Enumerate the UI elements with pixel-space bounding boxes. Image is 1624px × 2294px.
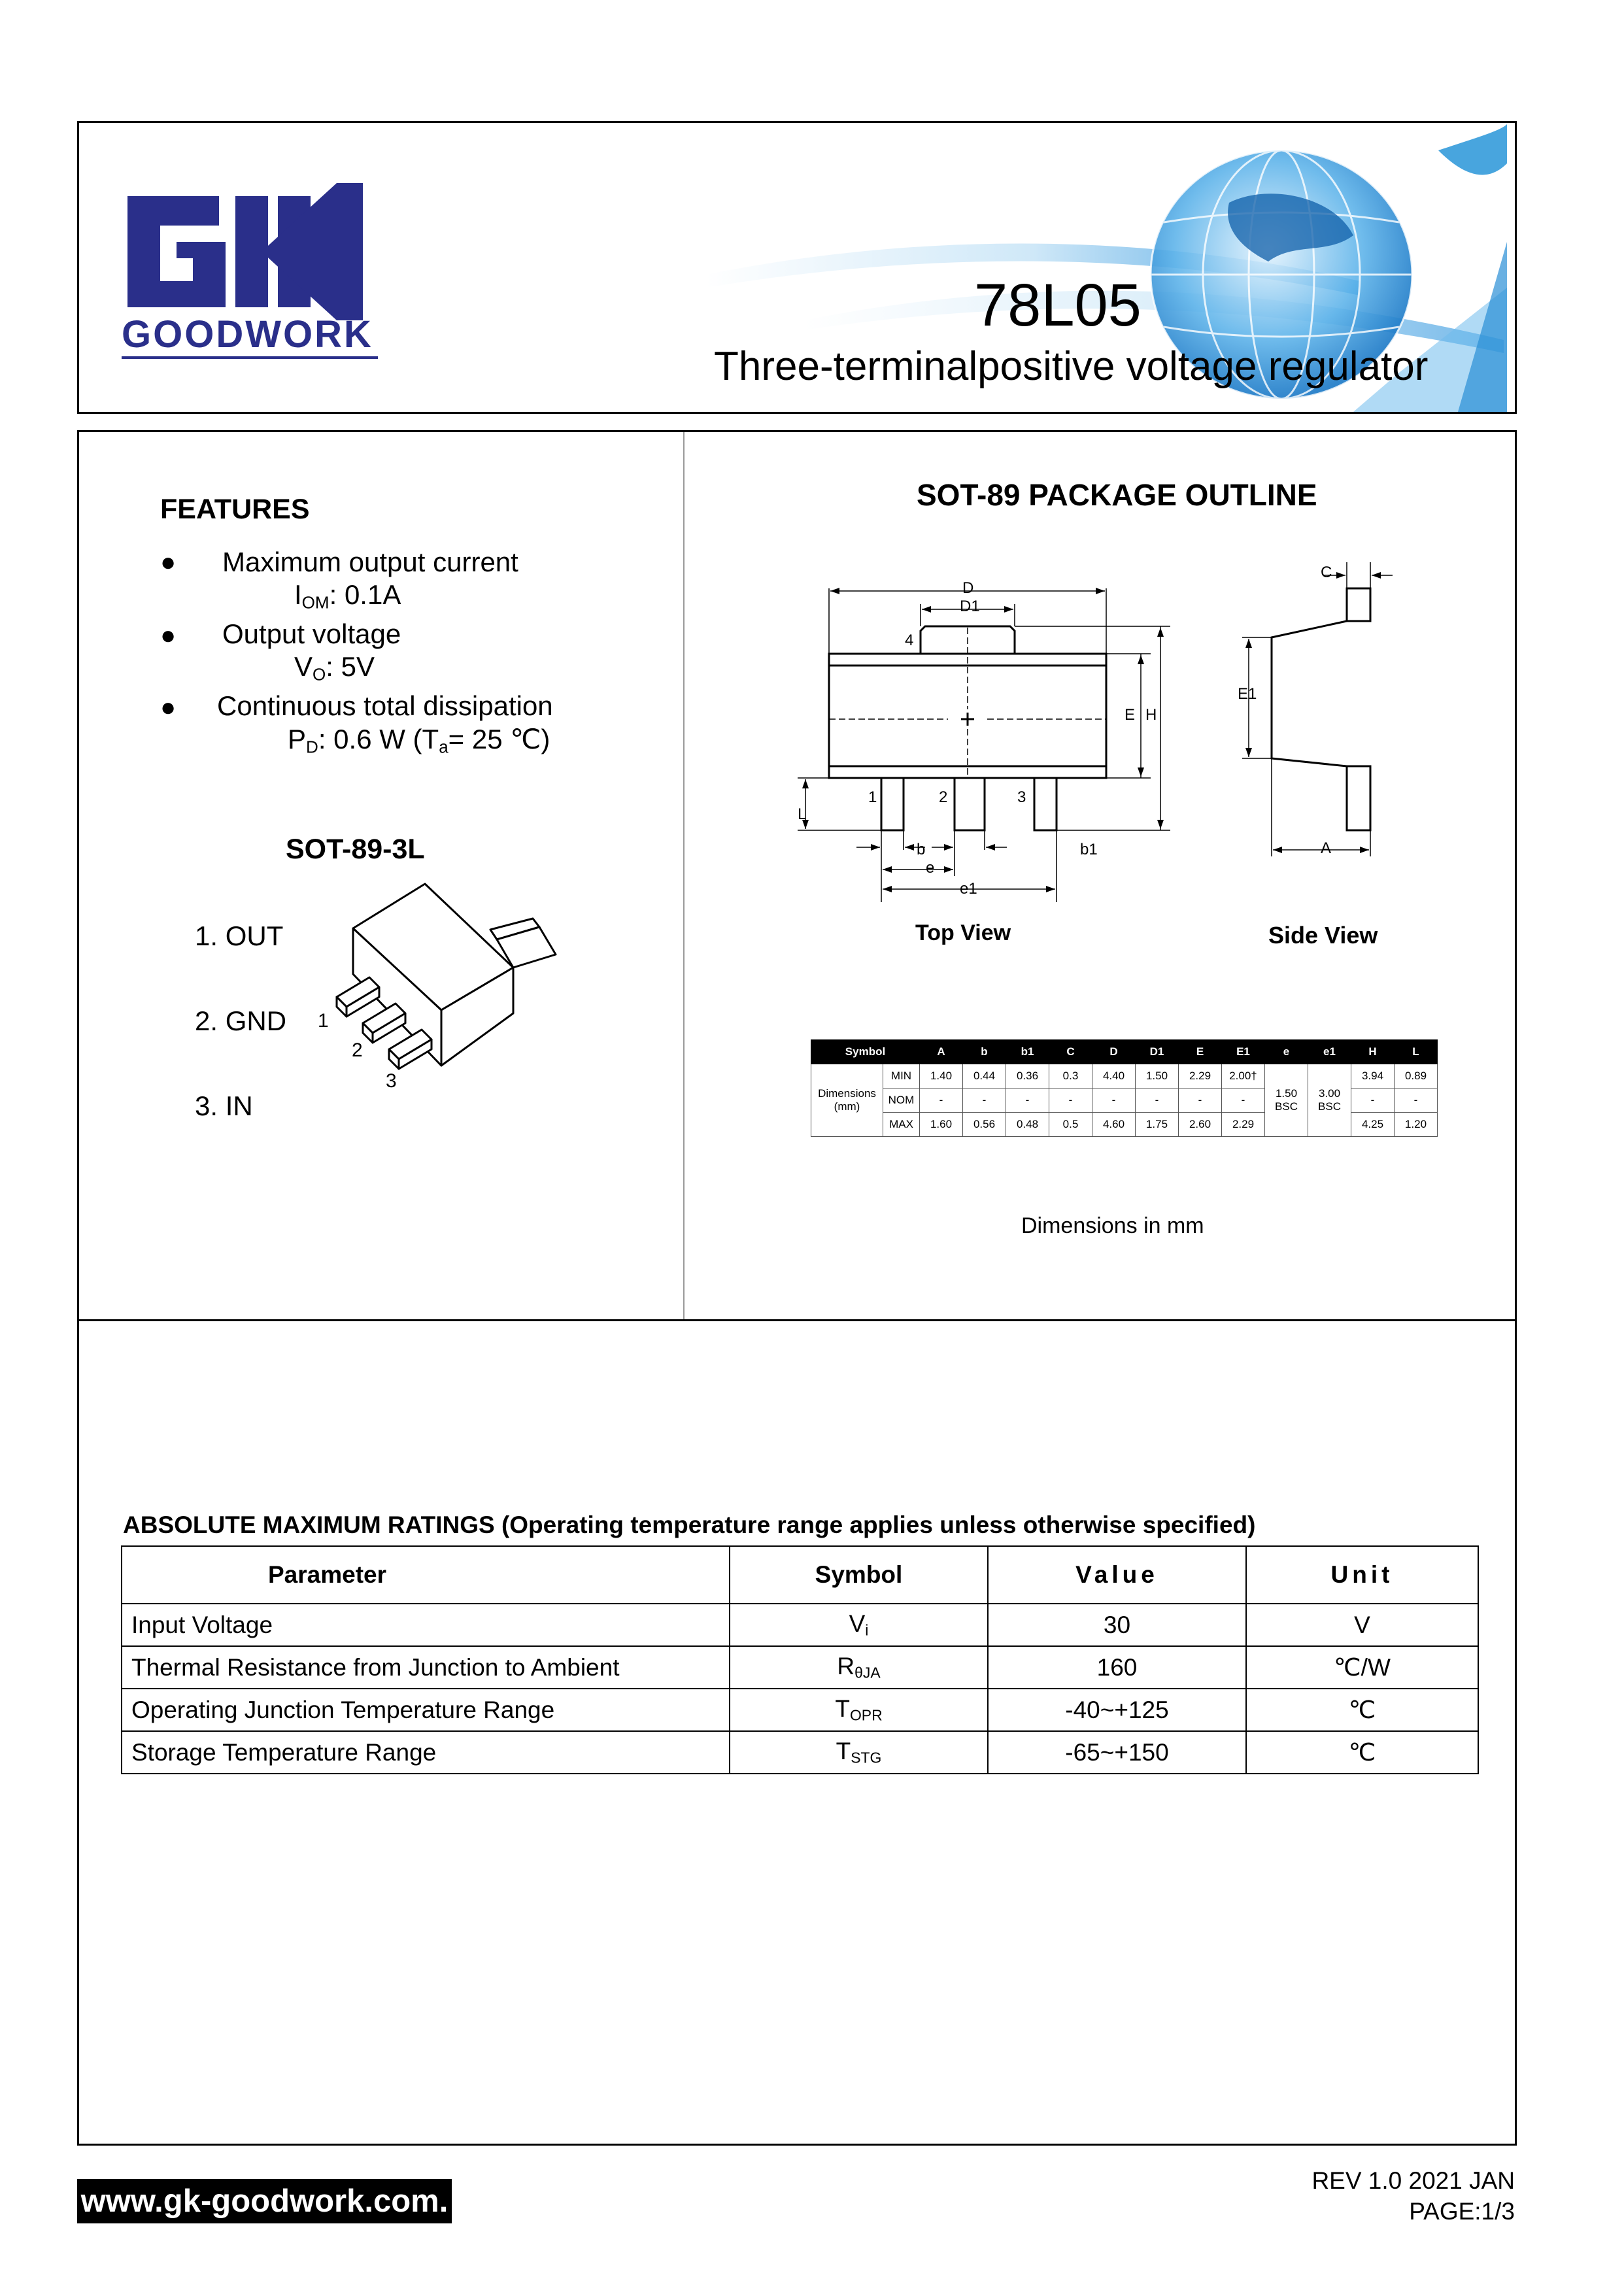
pin-number-3: 3: [386, 1070, 397, 1092]
table-row: [122, 1604, 1478, 1646]
feature-label: Output voltage: [222, 618, 401, 649]
dim-label-e1-side: E1: [1238, 685, 1257, 703]
dim-cell: 2.60: [1179, 1113, 1222, 1137]
top-view-label: Top View: [915, 920, 1011, 945]
dim-cell: -: [1395, 1088, 1438, 1113]
rating-unit: V: [1246, 1604, 1478, 1646]
dim-label-e: E: [1125, 706, 1136, 724]
dim-cell: 1.50: [1136, 1064, 1179, 1088]
dim-header: L: [1395, 1040, 1438, 1064]
table-row: [122, 1731, 1478, 1774]
rating-parameter: Thermal Resistance from Junction to Ambient: [122, 1646, 730, 1689]
rating-parameter: Input Voltage: [122, 1604, 730, 1646]
dim-cell: -: [920, 1088, 963, 1113]
dim-header: A: [920, 1040, 963, 1064]
ratings-header-unit: Unit: [1246, 1546, 1478, 1604]
rating-unit: ℃: [1246, 1689, 1478, 1731]
dim-cell: 3.94: [1351, 1064, 1395, 1088]
dim-cell: 2.00†: [1222, 1064, 1265, 1088]
dim-cell: 0.56: [963, 1113, 1006, 1137]
dim-cell: 4.60: [1092, 1113, 1136, 1137]
rating-value: -40~+125: [988, 1689, 1246, 1731]
dim-label-h: H: [1145, 706, 1157, 724]
dim-label-d1: D1: [960, 598, 980, 615]
logo-wordmark: GOODWORK: [122, 313, 373, 356]
rating-symbol: $T_{STG}$: [730, 1731, 988, 1774]
dim-header: b: [963, 1040, 1006, 1064]
dim-row-label: MIN: [883, 1064, 920, 1088]
dim-cell: 1.75: [1136, 1113, 1179, 1137]
feature-value: $P_D$: 0.6 W ($T_a= 25$ ℃): [288, 724, 550, 757]
dim-label-l: L: [798, 805, 807, 823]
dim-label-tab: 4: [905, 632, 914, 649]
package-outline-title: SOT-89 PACKAGE OUTLINE: [917, 478, 1317, 512]
table-row: [811, 1064, 1438, 1088]
part-subtitle: Three-terminalpositive voltage regulator: [714, 344, 1429, 389]
side-view-label: Side View: [1268, 922, 1378, 949]
vertical-divider: [683, 432, 685, 1321]
dim-label-e-pitch: e: [926, 859, 935, 877]
dim-cell: 2.29: [1179, 1064, 1222, 1088]
rating-value: -65~+150: [988, 1731, 1246, 1774]
rating-parameter: Operating Junction Temperature Range: [122, 1689, 730, 1731]
dim-cell: -: [1136, 1088, 1179, 1113]
page-number: PAGE:1/3: [1409, 2198, 1515, 2225]
dim-cell: 2.29: [1222, 1113, 1265, 1137]
dim-row-label: NOM: [883, 1088, 920, 1113]
bullet-icon: ●: [160, 621, 177, 650]
dim-cell: -: [1006, 1088, 1049, 1113]
dim-header: b1: [1006, 1040, 1049, 1064]
sot89-package-drawing: [307, 876, 569, 1098]
dim-label-pin2: 2: [939, 788, 948, 806]
part-number-title: 78L05: [974, 272, 1142, 339]
pin-label-out: 1. OUT: [195, 920, 284, 951]
dim-cell: -: [1351, 1088, 1395, 1113]
dim-label-c: C: [1321, 564, 1332, 581]
dim-cell: 0.44: [963, 1064, 1006, 1088]
dim-cell: -: [1049, 1088, 1092, 1113]
rating-symbol: $T_{OPR}$: [730, 1689, 988, 1731]
ratings-header-parameter: Parameter: [122, 1546, 730, 1604]
dim-header: C: [1049, 1040, 1092, 1064]
revision-text: REV 1.0 2021 JAN: [1311, 2167, 1515, 2194]
features-title: FEATURES: [160, 494, 310, 525]
website-link[interactable]: www.gk-goodwork.com.: [77, 2179, 452, 2223]
dim-label-e1: e1: [960, 880, 977, 898]
dim-header: D: [1092, 1040, 1136, 1064]
dim-group-label: Dimensions (mm): [811, 1064, 883, 1137]
dim-row-label: MAX: [883, 1113, 920, 1137]
dim-cell: 0.3: [1049, 1064, 1092, 1088]
table-row: [122, 1689, 1478, 1731]
dim-cell: 4.25: [1351, 1113, 1395, 1137]
rating-symbol: $R_{\theta JA}$: [730, 1646, 988, 1689]
absolute-max-ratings-table: [121, 1545, 1479, 1774]
logo-underline: [122, 356, 378, 359]
dim-header-symbol: Symbol: [811, 1040, 920, 1064]
dim-header: e1: [1308, 1040, 1351, 1064]
dimension-table: [811, 1039, 1438, 1137]
pinout-title: SOT-89-3L: [286, 834, 425, 865]
dim-cell: -: [1179, 1088, 1222, 1113]
dim-cell: 0.5: [1049, 1113, 1092, 1137]
pin-number-1: 1: [318, 1010, 329, 1032]
rating-symbol: $V_i$: [730, 1604, 988, 1646]
rating-value: 160: [988, 1646, 1246, 1689]
rating-value: 30: [988, 1604, 1246, 1646]
rating-parameter: Storage Temperature Range: [122, 1731, 730, 1774]
dim-header: H: [1351, 1040, 1395, 1064]
dim-cell: 1.60: [920, 1113, 963, 1137]
rating-unit: ℃/W: [1246, 1646, 1478, 1689]
dim-cell: 1.20: [1395, 1113, 1438, 1137]
ratings-title: ABSOLUTE MAXIMUM RATINGS (Operating temperature range applies unless otherwise specified): [123, 1511, 1256, 1538]
ratings-header-row: [122, 1546, 1478, 1604]
dim-cell-e1: 3.00 BSC: [1308, 1064, 1351, 1137]
dimension-table-header: [811, 1040, 1438, 1064]
pin-label-in: 3. IN: [195, 1090, 253, 1121]
gk-logo-icon: [121, 177, 382, 320]
dim-cell: -: [963, 1088, 1006, 1113]
dim-label-pin3: 3: [1017, 788, 1026, 806]
package-outline-drawing: [785, 562, 1438, 902]
dim-cell-e: 1.50 BSC: [1265, 1064, 1308, 1137]
bullet-icon: ●: [160, 548, 177, 577]
dim-cell: 4.40: [1092, 1064, 1136, 1088]
dimensions-note: Dimensions in mm: [1021, 1213, 1204, 1238]
dim-label-pin1: 1: [868, 788, 877, 806]
dim-cell: 0.36: [1006, 1064, 1049, 1088]
feature-value: $I_{OM}$: 0.1A: [294, 579, 401, 613]
dim-cell: 0.48: [1006, 1113, 1049, 1137]
rating-unit: ℃: [1246, 1731, 1478, 1774]
dim-label-b: b: [917, 841, 926, 858]
dim-header: e: [1265, 1040, 1308, 1064]
dim-cell: -: [1092, 1088, 1136, 1113]
dim-cell: -: [1222, 1088, 1265, 1113]
feature-value: $V_O$: 5V: [294, 651, 375, 684]
bullet-icon: ●: [160, 693, 177, 722]
horizontal-divider: [79, 1319, 1515, 1321]
ratings-header-value: Value: [988, 1546, 1246, 1604]
dim-header: E1: [1222, 1040, 1265, 1064]
dim-header: E: [1179, 1040, 1222, 1064]
feature-label: Continuous total dissipation: [217, 690, 553, 721]
dim-header: D1: [1136, 1040, 1179, 1064]
dim-cell: 1.40: [920, 1064, 963, 1088]
dim-label-a: A: [1321, 839, 1332, 857]
pin-number-2: 2: [352, 1039, 363, 1061]
table-row: [122, 1646, 1478, 1689]
dim-label-d: D: [962, 579, 974, 597]
pin-label-gnd: 2. GND: [195, 1005, 287, 1036]
dim-label-b1: b1: [1080, 841, 1098, 858]
dim-cell: 0.89: [1395, 1064, 1438, 1088]
ratings-header-symbol: Symbol: [730, 1546, 988, 1604]
feature-label: Maximum output current: [222, 547, 518, 577]
